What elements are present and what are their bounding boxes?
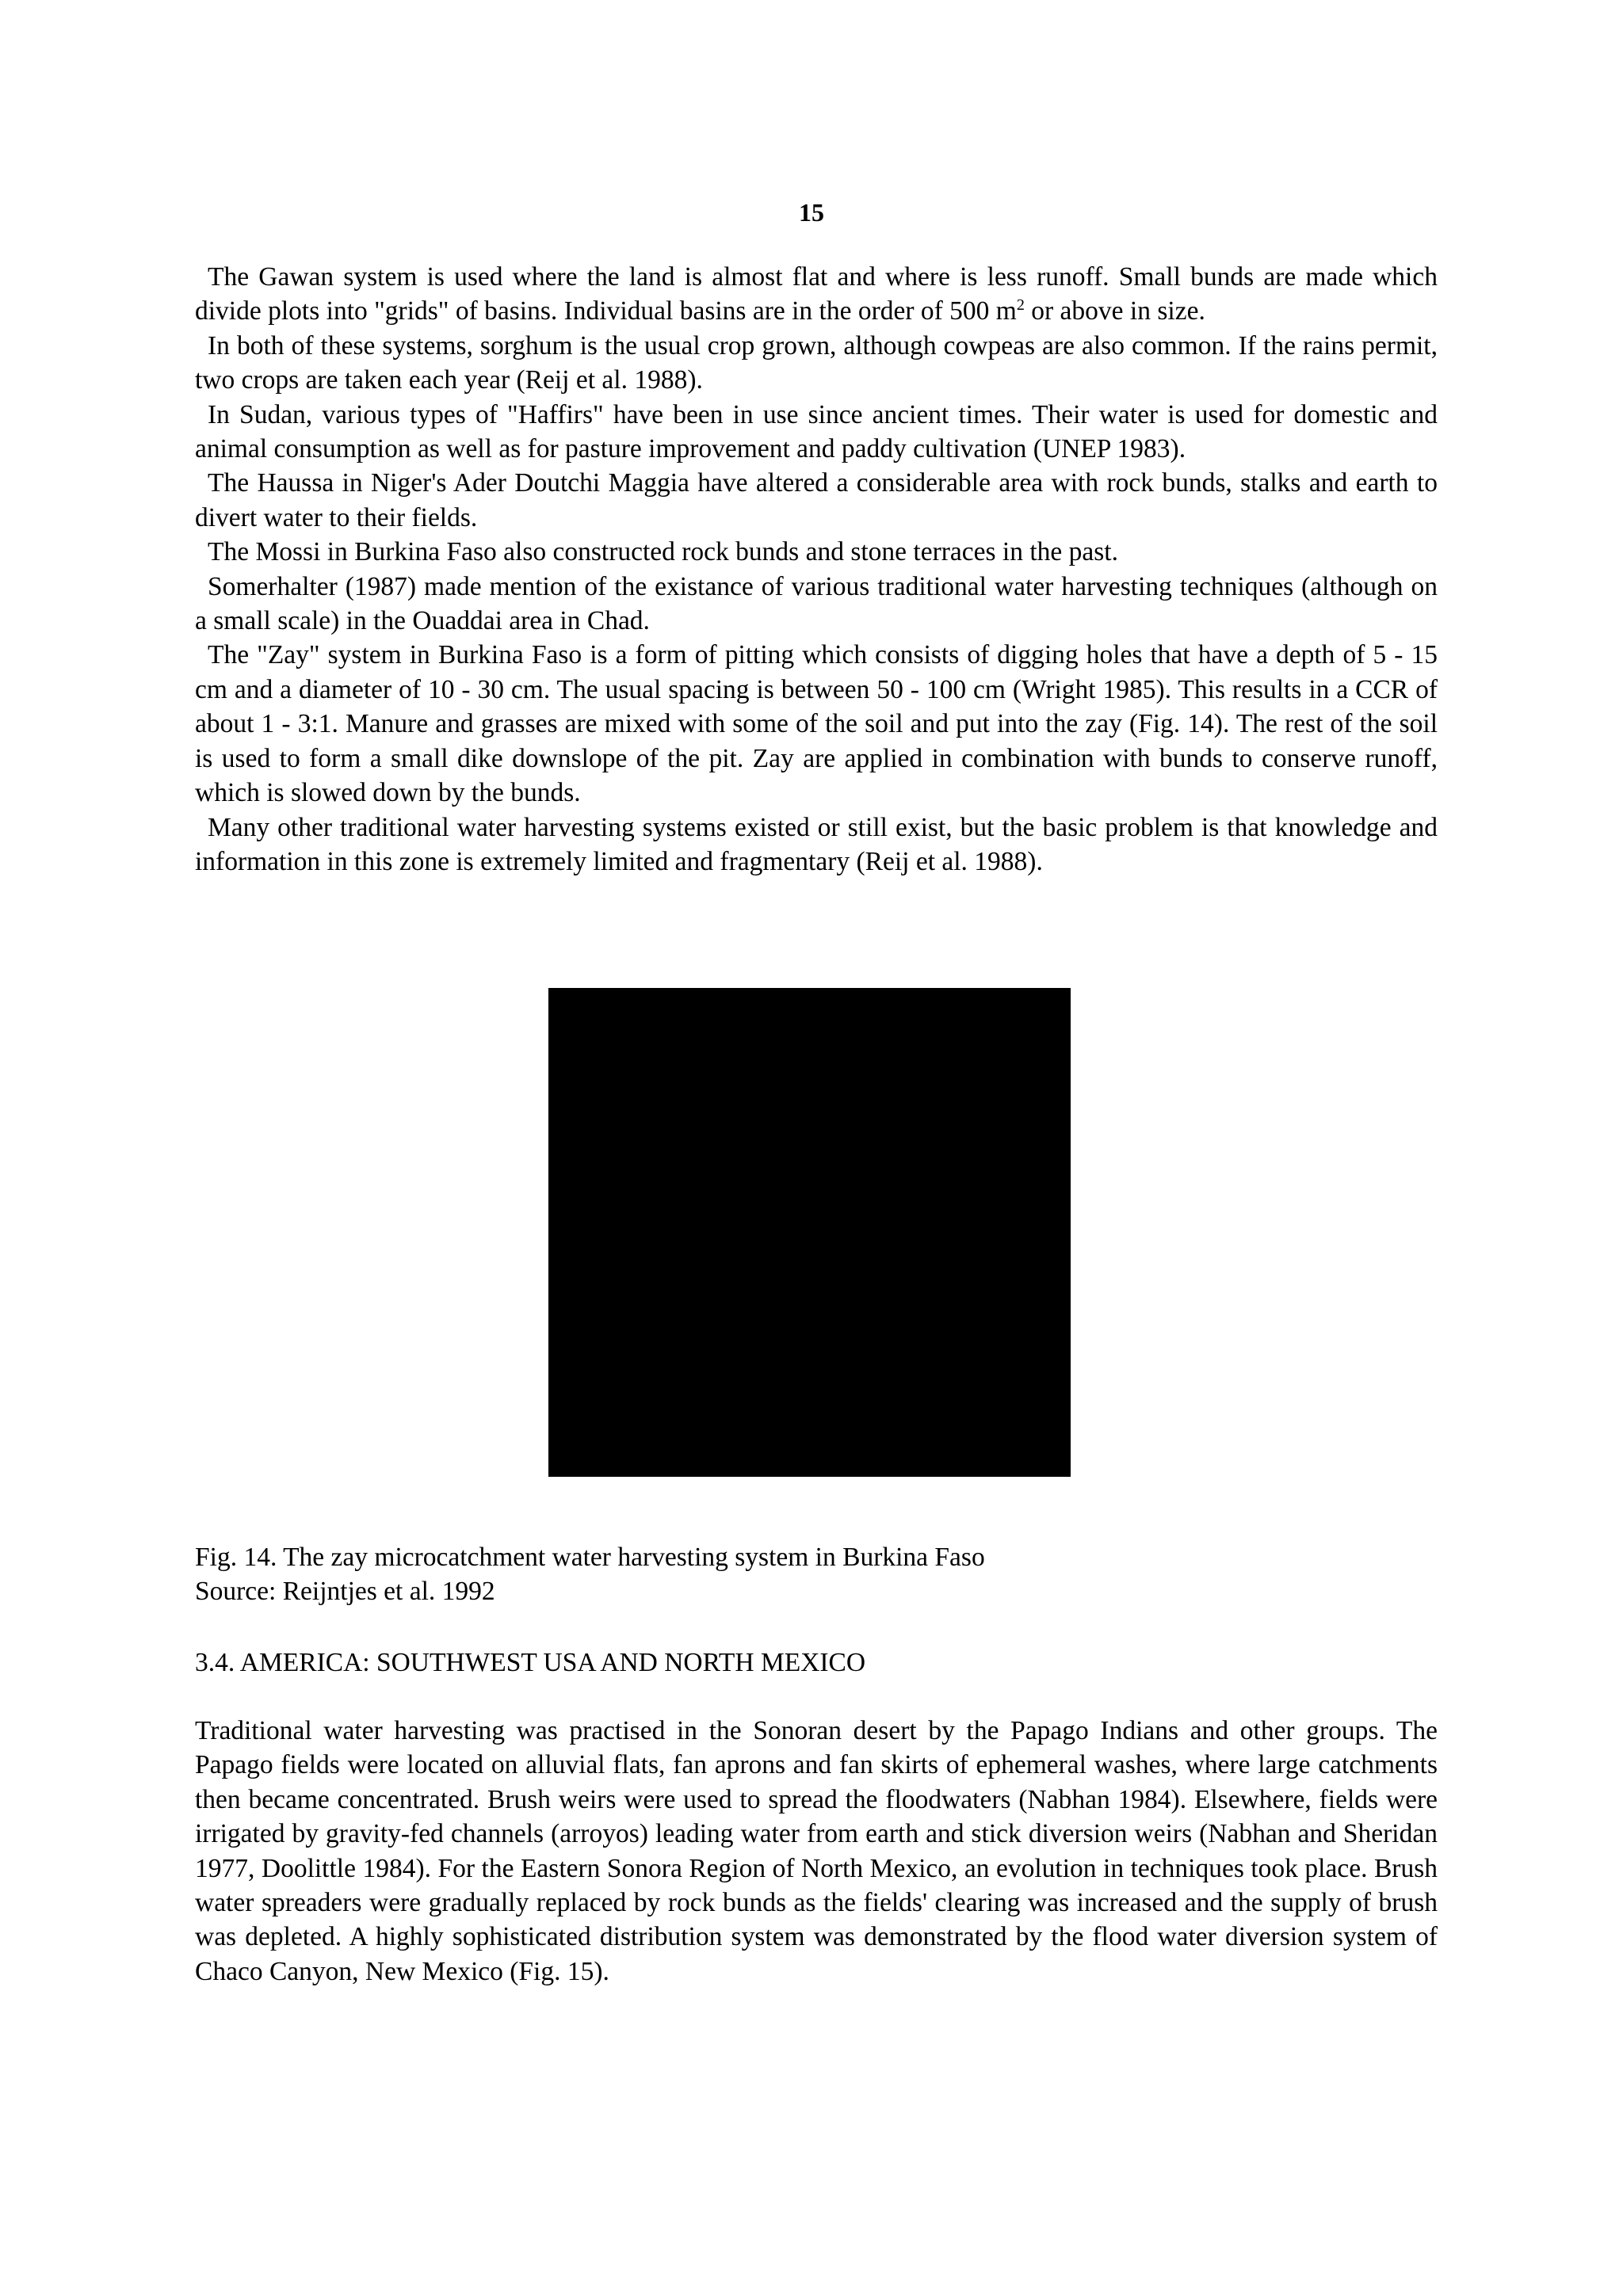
paragraph-gawan: The Gawan system is used where the land is almost flat and where is less runoff. Small bunds are made which divide plots into "grids" of basins. Individual basins are in the order of 500 $m^2$ or above in size. bbox=[195, 262, 1438, 326]
paragraph-other-systems: Many other traditional water harvesting systems existed or still exist, but the basic problem is that knowledge and information in this zone is extremely limited and fragmentary (Reij et al. 1988). bbox=[195, 812, 1438, 876]
paragraph-haussa: The Haussa in Niger's Ader Doutchi Maggia have altered a considerable area with rock bunds, stalks and earth to divert water to their fields. bbox=[195, 468, 1438, 532]
page-number: 15 bbox=[799, 198, 824, 227]
paragraph-zay: The "Zay" system in Burkina Faso is a form of pitting which consists of digging holes that have a depth of 5 - 15 cm and a diameter of 10 - 30 cm. The usual spacing is between 50 - 100 cm (Wright 1985). This results in a CCR of about 1 - 3:1. Manure and grasses are mixed with some of the soil and put into the zay (Fig. 14). The rest of the soil is used to form a small dike downslope of the pit. Zay are applied in combination with bunds to conserve runoff, which is slowed down by the bunds. bbox=[195, 640, 1438, 808]
figure-caption-title: Fig. 14. The zay microcatchment water harvesting system in Burkina Faso bbox=[195, 1543, 985, 1572]
paragraph-sonoran: Traditional water harvesting was practised in the Sonoran desert by the Papago Indians and other groups. The Papago fields were located on alluvial flats, fan aprons and fan skirts of ephemeral washes, where large catchments then became concentrated. Brush weirs were used to spread the floodwaters (Nabhan 1984). Elsewhere, fields were irrigated by gravity-fed channels (arroyos) leading water from earth and stick diversion weirs (Nabhan and Sheridan 1977, Doolittle 1984). For the Eastern Sonora Region of North Mexico, an evolution in techniques took place. Brush water spreaders were gradually replaced by rock bunds as the fields' clearing was increased and the supply of brush was depleted. A highly sophisticated distribution system was demonstrated by the flood water diversion system of Chaco Canyon, New Mexico (Fig. 15). bbox=[195, 1716, 1438, 1986]
body-text-bottom bbox=[195, 1714, 1438, 1989]
figure-caption-source: Source: Reijntjes et al. 1992 bbox=[195, 1577, 495, 1607]
body-text-top bbox=[195, 260, 1438, 879]
figure-caption bbox=[195, 1540, 1438, 1609]
paragraph-sudan: In Sudan, various types of "Haffirs" have been in use since ancient times. Their water is used for domestic and animal consumption as well as for pasture improvement and paddy cultivation (UNEP 1983). bbox=[195, 399, 1438, 464]
paragraph-mossi: The Mossi in Burkina Faso also constructed rock bunds and stone terraces in the past. bbox=[208, 537, 1118, 567]
paragraph-sorghum: In both of these systems, sorghum is the usual crop grown, although cowpeas are also common. If the rains permit, two crops are taken each year (Reij et al. 1988). bbox=[195, 330, 1438, 395]
section-heading: 3.4. AMERICA: SOUTHWEST USA AND NORTH MEXICO bbox=[195, 1648, 866, 1677]
superscript: 2 bbox=[1016, 296, 1025, 315]
paragraph-somerhalter: Somerhalter (1987) made mention of the existance of various traditional water harvesting techniques (although on a small scale) in the Ouaddai area in Chad. bbox=[195, 571, 1438, 636]
figure-14-image bbox=[548, 988, 1071, 1477]
